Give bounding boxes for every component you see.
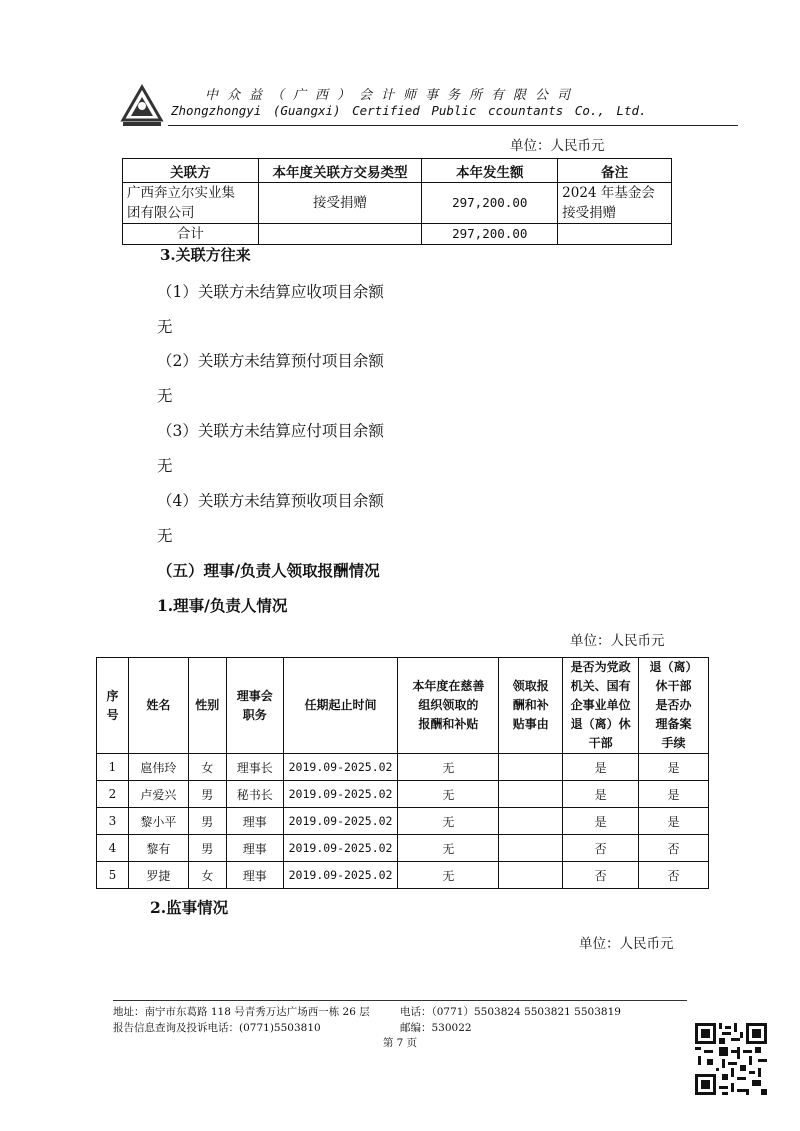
firm-logo-icon (120, 84, 164, 128)
table-row: 2 卢爱兴 男 秘书长 2019.09-2025.02 无 是 是 (97, 781, 709, 808)
footer-postcode: 邮编：530022 (400, 1022, 472, 1034)
column-header-name: 姓名 (128, 658, 188, 754)
balance-item-title: （1）关联方未结算应收项目余额 (157, 283, 384, 301)
table-header-row (97, 658, 709, 754)
table-row: 1 扈伟玲 女 理事长 2019.09-2025.02 无 是 是 (97, 754, 709, 781)
directors-table (96, 657, 709, 889)
column-header: 本年度关联方交易类型 (258, 159, 422, 183)
balance-item-value: 无 (157, 318, 173, 336)
column-header: 备注 (558, 159, 672, 183)
column-header-retired: 是否为党政 机关、国有 企事业单位 退（离）休 干部 (563, 658, 639, 754)
total-row (123, 224, 672, 245)
column-header-gender: 性别 (188, 658, 226, 754)
total-label: 合计 (123, 224, 259, 245)
subheading-directors: 1.理事/负责人情况 (157, 596, 288, 615)
unit-label: 单位：人民币元 (579, 936, 674, 952)
column-header-no: 序 号 (97, 658, 129, 754)
balance-item-title: （4）关联方未结算预收项目余额 (157, 492, 384, 510)
unit-label: 单位：人民币元 (510, 138, 605, 154)
balance-item-value: 无 (157, 457, 173, 475)
firm-name-en: Zhongzhongyi (Guangxi) Certified Public ccountants Co., Ltd. (171, 103, 647, 118)
footer-phone: 电话：（0771）5503824 5503821 5503819 (400, 1006, 621, 1018)
footer-divider (113, 1000, 687, 1001)
balance-item-value: 无 (157, 387, 173, 405)
party-cell: 广西奔立尔实业集 团有限公司 (123, 183, 259, 224)
total-amount: 297,200.00 (422, 224, 558, 245)
column-header-term: 任期起止时间 (283, 658, 398, 754)
table-header-row (123, 159, 672, 183)
column-header-reason: 领取报 酬和补 贴事由 (499, 658, 563, 754)
firm-name-cn: 中众益（广西）会计师事务所有限公司 (205, 88, 580, 103)
qr-code-icon (695, 1023, 767, 1095)
column-header: 本年发生额 (422, 159, 558, 183)
note-cell: 2024 年基金会 接受捐赠 (558, 183, 672, 224)
related-party-transactions-table (122, 158, 672, 245)
header-divider (168, 125, 738, 126)
footer-address: 地址：南宁市东葛路 118 号青秀万达广场西一栋 26 层 (113, 1006, 370, 1018)
column-header-paid: 本年度在慈善 组织领取的 报酬和补贴 (398, 658, 499, 754)
section-heading-five: （五）理事/负责人领取报酬情况 (157, 561, 380, 580)
column-header-role: 理事会 职务 (226, 658, 283, 754)
page-number: 第 7 页 (382, 1037, 418, 1049)
section-heading-balances: 3.关联方往来 (160, 246, 251, 264)
balance-item-title: （3）关联方未结算应付项目余额 (157, 422, 384, 440)
subheading-supervisors: 2.监事情况 (150, 898, 229, 917)
type-cell: 接受捐赠 (258, 183, 422, 224)
column-header-filed: 退（离） 休干部 是否办 理备案 手续 (639, 658, 709, 754)
balance-item-title: （2）关联方未结算预付项目余额 (157, 352, 384, 370)
table-row: 5 罗捷 女 理事 2019.09-2025.02 无 否 否 (97, 862, 709, 889)
balance-item-value: 无 (157, 527, 173, 545)
table-row (123, 183, 672, 224)
table-row: 4 黎有 男 理事 2019.09-2025.02 无 否 否 (97, 835, 709, 862)
unit-label: 单位：人民币元 (570, 633, 665, 649)
column-header: 关联方 (123, 159, 259, 183)
footer-complaint: 报告信息查询及投诉电话：(0771)5503810 (113, 1022, 321, 1034)
table-row: 3 黎小平 男 理事 2019.09-2025.02 无 是 是 (97, 808, 709, 835)
amount-cell: 297,200.00 (422, 183, 558, 224)
